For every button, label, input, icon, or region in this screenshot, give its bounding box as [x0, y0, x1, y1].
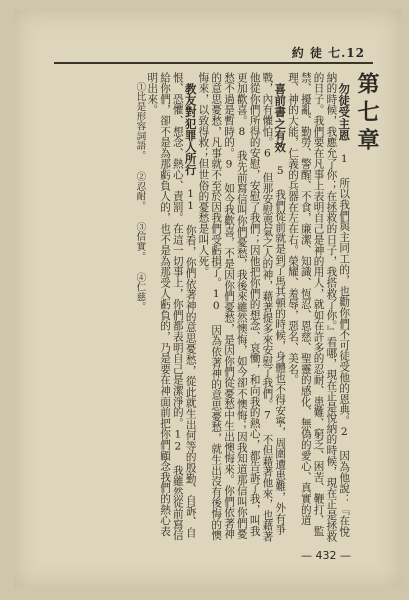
book-page: [14, 10, 401, 588]
section-heading-3: 教友對犯罪人所行: [183, 82, 198, 176]
chapter-title: 第七章: [354, 72, 380, 156]
paragraph-3: [145, 72, 196, 544]
section-heading-2: 喜前書之有效: [273, 82, 288, 153]
main-text: [45, 72, 380, 544]
paragraph-1: [286, 72, 350, 544]
paragraph-2: [197, 72, 287, 544]
header-rule: [54, 62, 373, 64]
section-heading-1: 勿徒受主恩: [337, 82, 352, 141]
page-number: — 432 —: [301, 549, 351, 562]
paragraph-1-text: 1 所以我們與主同工的，也勸你們不可徒受他的恩典。2 因為他說：『在悅納的時候，我應允了你；在拯救的日子，我搭救了你。』看哪，現在正是悅納的時候，現在正是拯救的日子。我們要在凡事上表明自己是神的用人，就如在許多的忍耐、患難、窮乏、困苦、鞭打、監禁、擾亂、勤勞、警醒、不食，廉潔、知識、恆忍、恩慈、聖靈的感化、無偽的愛心、真實的道理、神的大能，仁義的兵器在左在右。榮耀、羞辱，惡名、美名。: [287, 72, 351, 542]
paragraph-3-text: 11 你看，你們依著神的意思憂愁，從此就生出何等的殷勤、自訴、自恨、恐懼、想念、熱心、責罰。在這一切事上，你們都表明自己是潔淨的。12 我雖然從前寫信給你們，卻不是為那虧負人的，也不是為那受人虧負的，乃是要在神面前把你們顧念我們的熱心表明出來。: [146, 72, 197, 541]
running-head: 約 徒 七.12: [291, 46, 365, 60]
footnotes: ①比是形容詞語。 ②忍耐。 ③信實。 ④仁慈。: [134, 81, 146, 312]
paragraph-2-text: 5 我們從前就是到了馬其頓的時候，身體也不得安寧，周圍遭患難，外有爭戰，內有懼怕。6 但那安慰喪氣之人的神，藉著提多來安慰了我們。7 不但藉著他來，也藉著他從你們所得的安慰，安慰了我們；因他把你們的想念、哀慟，和向我的熱心，都告訴了我，叫我更加歡喜。8 我先前寫信叫你們憂愁，我後來雖然懊悔，如今卻不懊悔；因我知道那信叫你們憂愁不過是暫時的。9 如今我歡喜，不是因你們憂愁，是因你們從憂愁中生出懊悔來。你們依著神的意思憂愁，凡事就不至於因我們受虧損了。10 因為依著神的意思憂愁，就生出沒有後悔的懊悔來，以致得救；但世俗的憂愁是叫人死。: [197, 72, 287, 542]
